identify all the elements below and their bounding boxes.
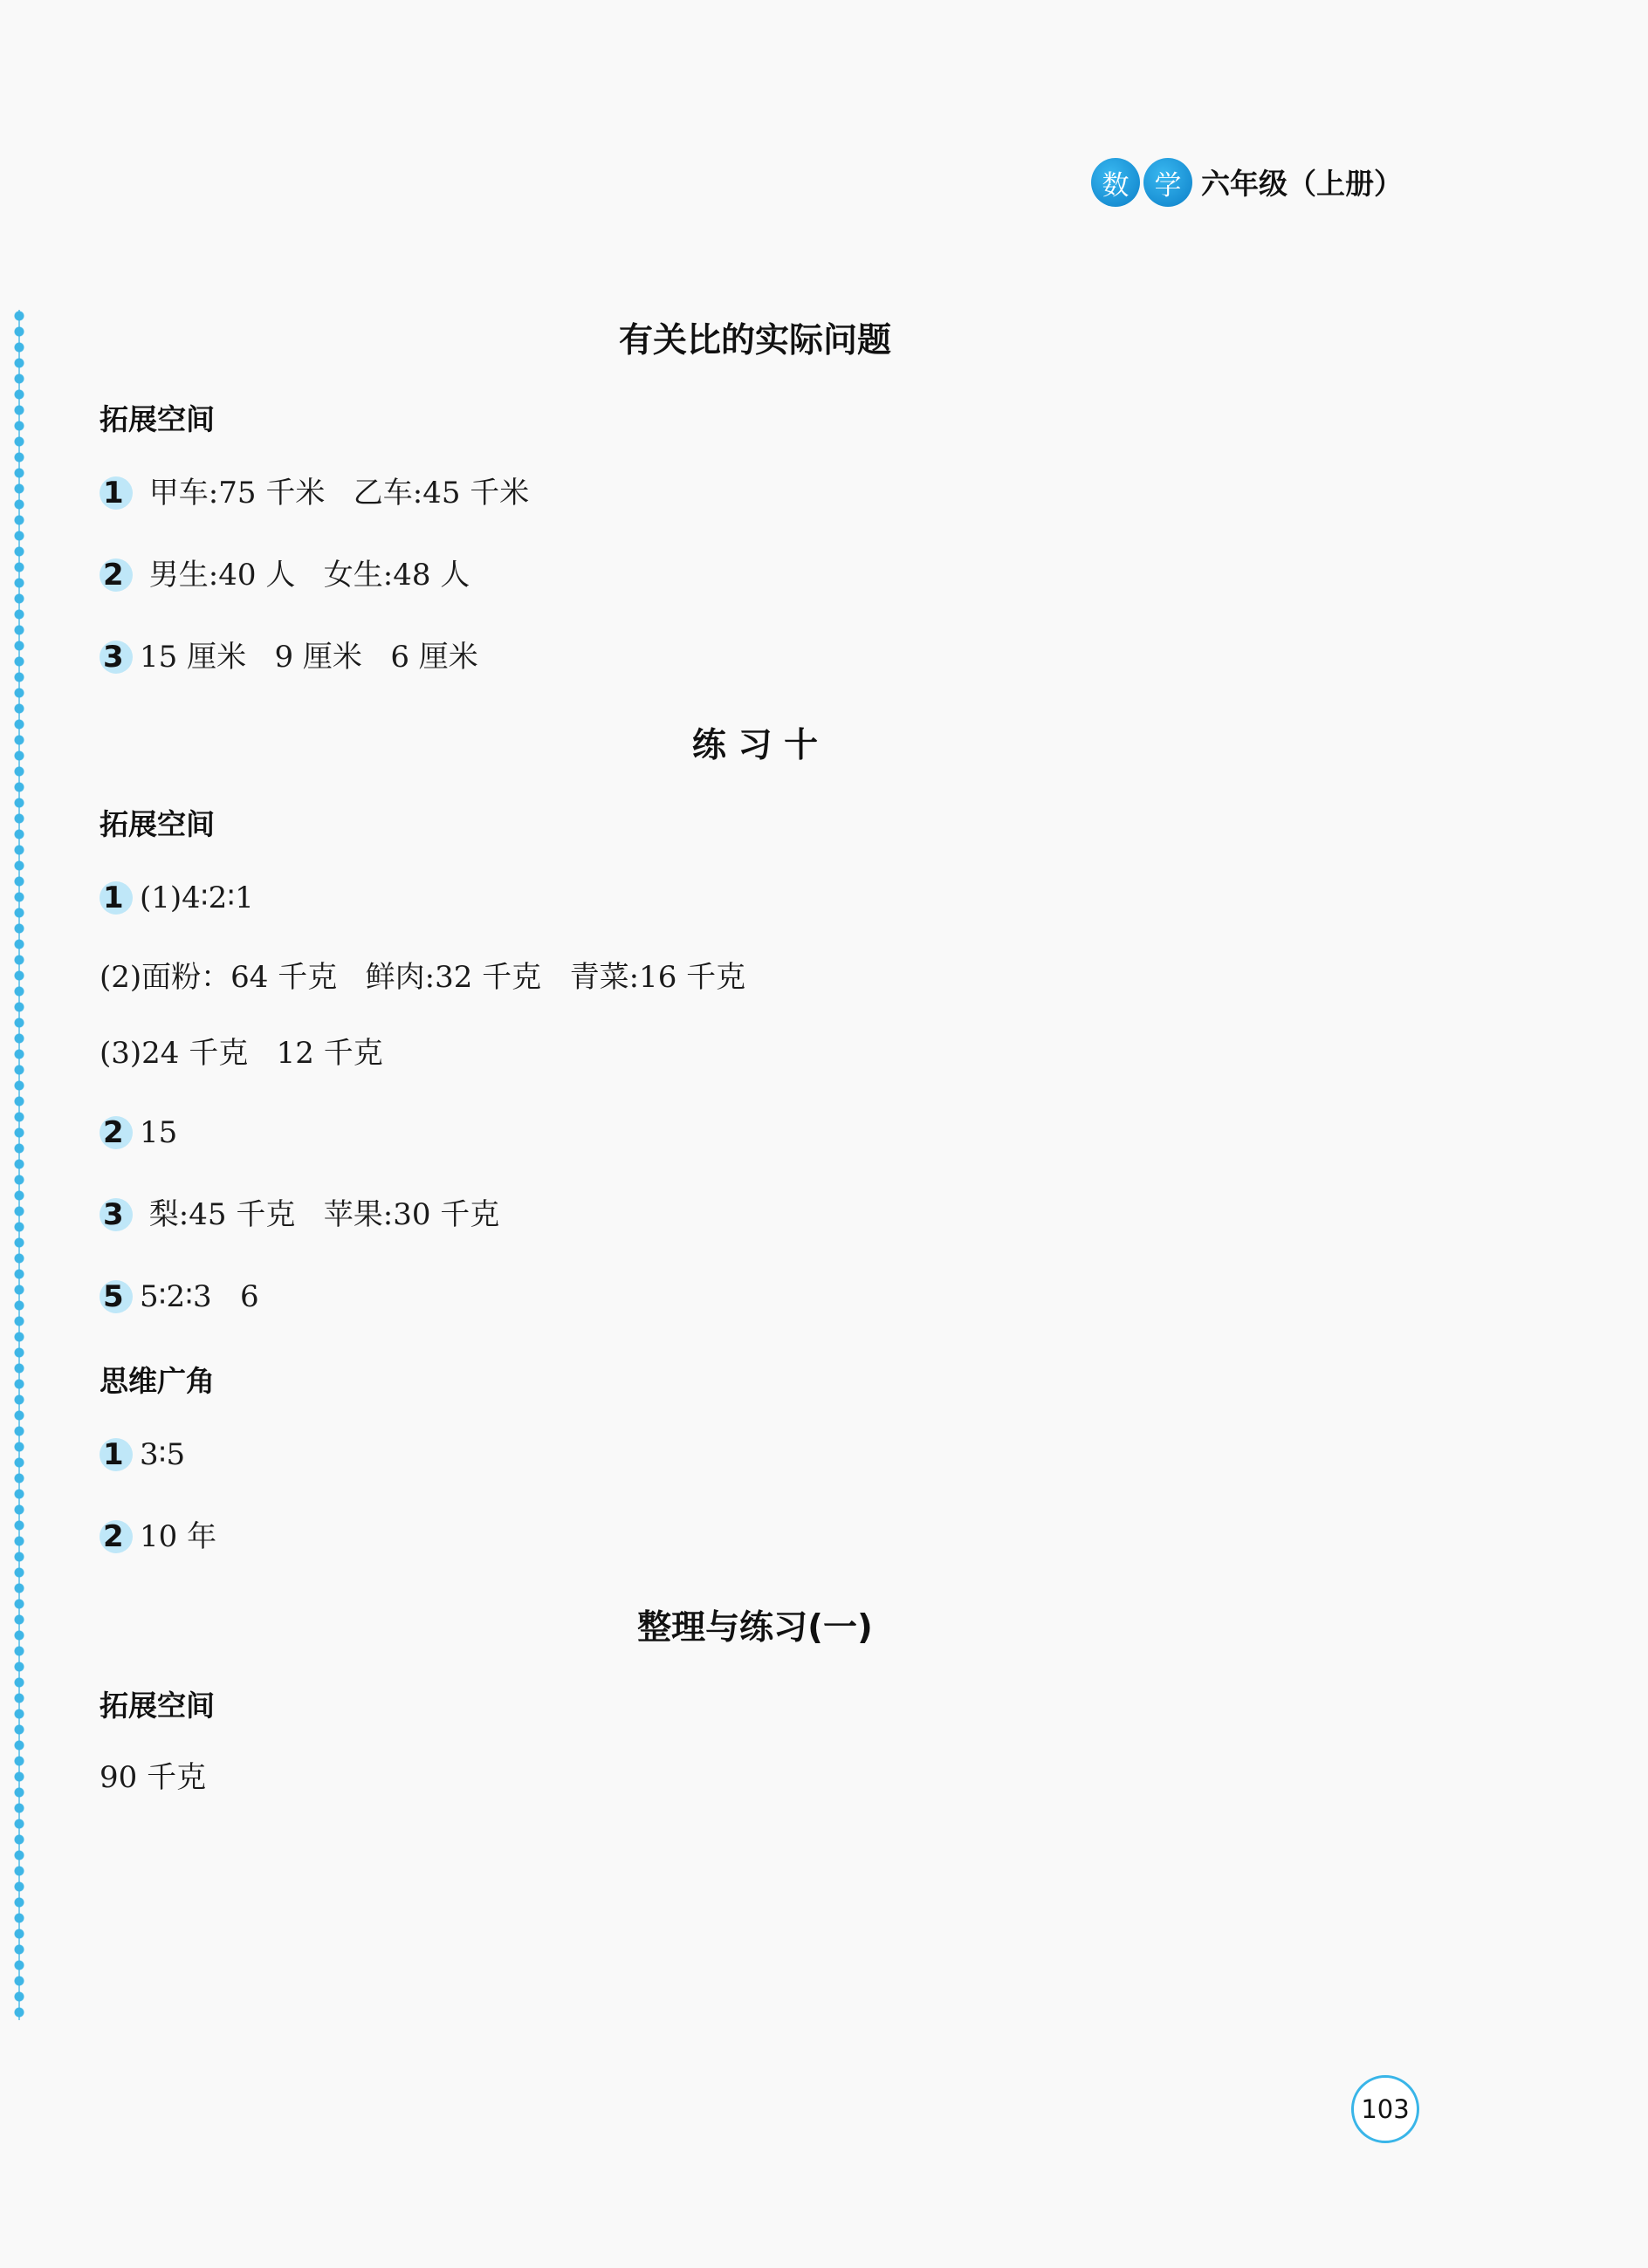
subject-char-1-text: 数 <box>1102 169 1130 202</box>
answer-text: (1)4∶2∶1 <box>140 880 254 915</box>
question-number-badge <box>100 1280 133 1313</box>
answer-item <box>100 1760 206 1795</box>
section-title: 练 习 十 <box>691 726 819 765</box>
question-number-badge <box>100 1116 133 1149</box>
answer-text: 男生:40 人 女生:48 人 <box>140 558 470 593</box>
question-number: 3 <box>103 640 124 675</box>
answer-text: 梨:45 千克 苹果:30 千克 <box>140 1197 500 1232</box>
answer-text: (2)面粉：64 千克 鲜肉:32 千克 青菜:16 千克 <box>100 960 746 995</box>
answer-text: (3)24 千克 12 千克 <box>100 1036 383 1071</box>
section-title: 整理与练习(一) <box>637 1608 873 1648</box>
question-number: 2 <box>103 558 124 593</box>
question-number: 1 <box>103 1437 124 1472</box>
question-number: 1 <box>103 476 124 510</box>
subsection-heading: 拓展空间 <box>100 402 215 436</box>
answer-item <box>100 640 478 675</box>
question-number-badge <box>100 476 133 510</box>
answer-text: 15 <box>140 1115 178 1150</box>
subsection-heading: 拓展空间 <box>100 807 215 841</box>
grade-label: 六年级（上册） <box>1201 167 1403 201</box>
answer-item <box>100 960 745 995</box>
question-number: 2 <box>103 1115 124 1150</box>
answer-item <box>100 880 254 915</box>
section-title: 有关比的实际问题 <box>618 321 891 360</box>
question-number: 5 <box>103 1279 124 1314</box>
answer-text: 甲车:75 千米 乙车:45 千米 <box>140 476 530 510</box>
subject-char-2 <box>1143 158 1192 207</box>
question-number-badge <box>100 1520 133 1553</box>
answer-item <box>100 1115 177 1150</box>
question-number-badge <box>100 558 133 592</box>
answer-item <box>100 476 529 510</box>
answer-item <box>100 1519 216 1554</box>
question-number: 1 <box>103 880 124 915</box>
answer-item <box>100 1437 185 1472</box>
binding-holes <box>10 310 29 2020</box>
answer-text: 10 年 <box>140 1519 217 1554</box>
answer-item <box>100 1036 383 1071</box>
subsection-heading: 拓展空间 <box>100 1689 215 1723</box>
subject-char-1 <box>1091 158 1140 207</box>
subject-char-2-text: 学 <box>1154 169 1182 202</box>
question-number-badge <box>100 1198 133 1231</box>
question-number-badge <box>100 881 133 915</box>
answer-text: 90 千克 <box>100 1760 207 1795</box>
answer-item <box>100 1197 499 1232</box>
subsection-heading: 思维广角 <box>100 1364 215 1398</box>
question-number-badge <box>100 641 133 674</box>
answer-item <box>100 558 470 593</box>
question-number: 3 <box>103 1197 124 1232</box>
answer-text: 5∶2∶3 6 <box>140 1279 259 1314</box>
answer-item <box>100 1279 259 1314</box>
answer-text: 15 厘米 9 厘米 6 厘米 <box>140 640 478 675</box>
question-number-badge <box>100 1438 133 1471</box>
page-number: 103 <box>1351 2075 1419 2143</box>
answer-text: 3∶5 <box>140 1437 186 1472</box>
question-number: 2 <box>103 1519 124 1554</box>
